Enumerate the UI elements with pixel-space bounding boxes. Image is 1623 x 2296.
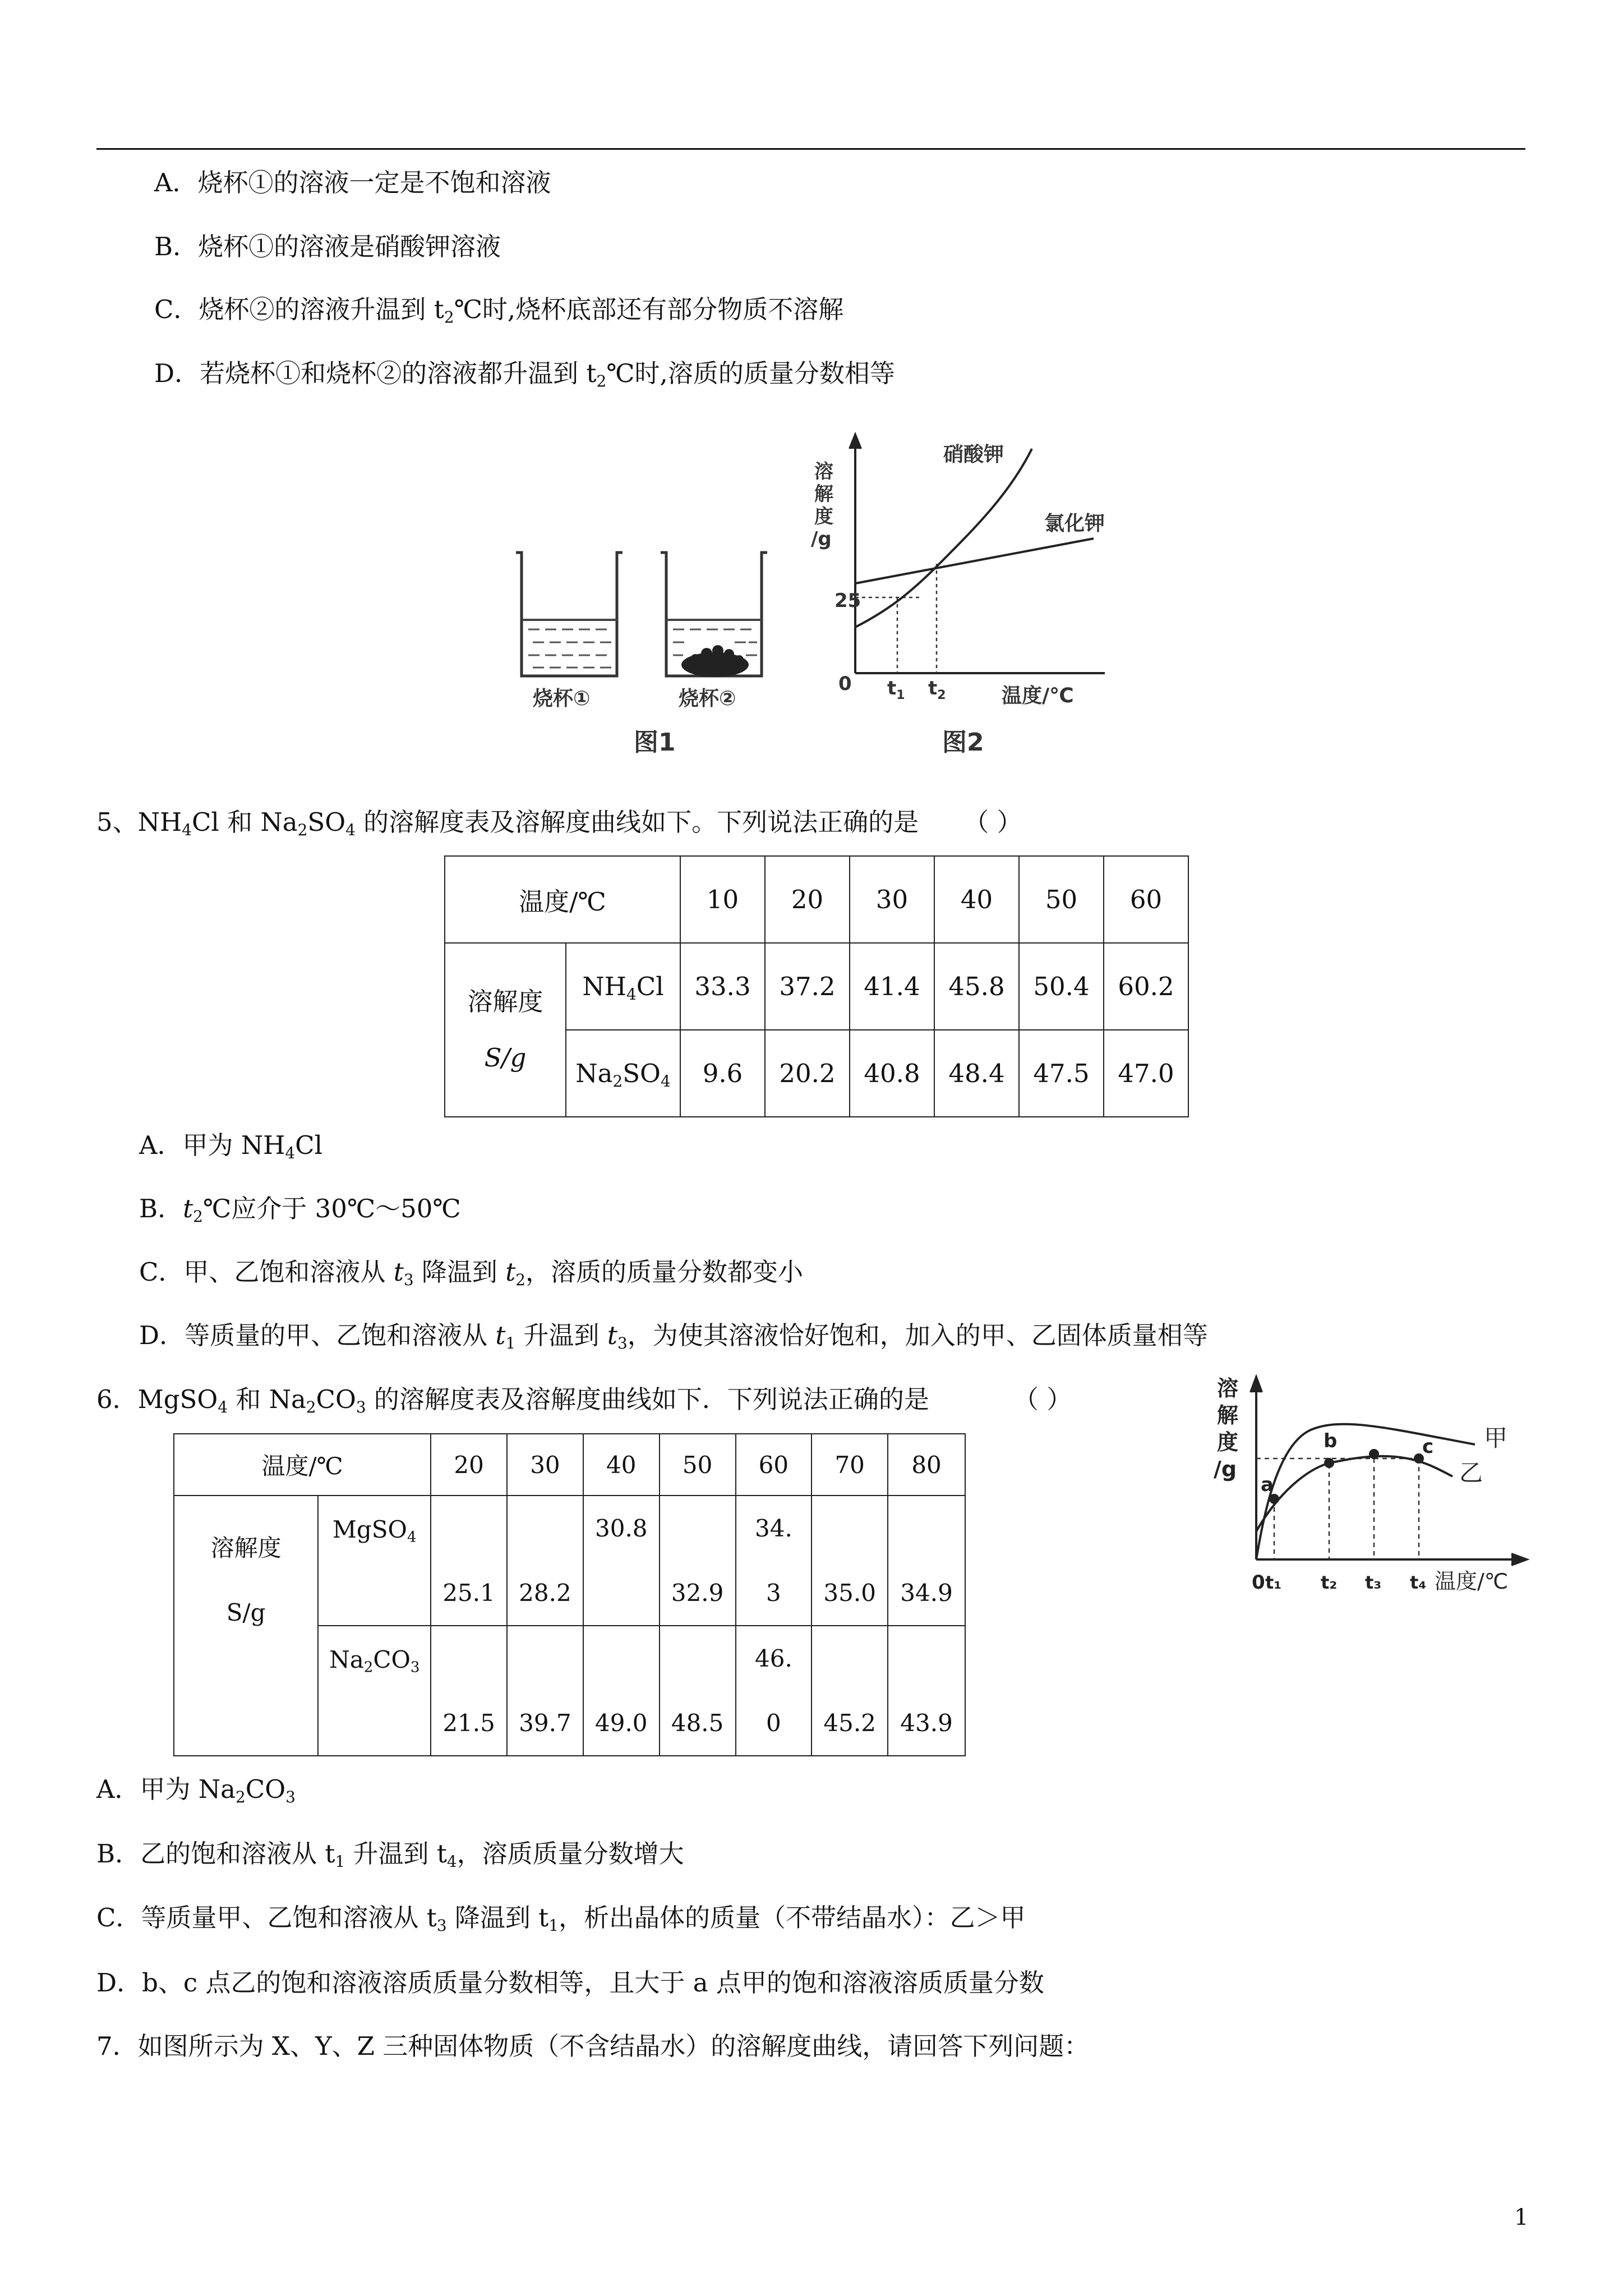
beaker-2	[661, 553, 767, 677]
fig2-t2: $t_2$	[928, 677, 946, 702]
q6-cell: 39.7	[507, 1626, 583, 1756]
q5-option-c: C．甲、乙饱和溶液从 $t_3$ 降温到 $t_2$，溶质的质量分数都变小	[139, 1257, 804, 1289]
fig2-axes	[850, 435, 1105, 673]
page-number: 1	[1514, 2205, 1529, 2230]
q5-stem: 5、$NH_4Cl$ 和 $Na_2SO_4$ 的溶解度表及溶解度曲线如下。下列说法正确的是 （ ）	[96, 807, 1022, 839]
q6-series-jia: 甲	[1484, 1424, 1508, 1452]
q4-option-b: B．烧杯①的溶液是硝酸钾溶液	[154, 232, 501, 261]
q5-cell: 47.5	[1019, 1030, 1104, 1117]
q5-table	[444, 855, 1189, 1117]
q5-cell: 47.0	[1104, 1030, 1188, 1117]
beaker-1	[516, 553, 623, 676]
q5-temp: 50	[1019, 856, 1104, 943]
q6-tick-t4: t₄	[1410, 1572, 1427, 1593]
fig2-curve-kno3	[855, 449, 1032, 627]
q5-substance-nh4cl: $NH_4Cl$	[566, 943, 680, 1030]
q5-option-a: A．甲为 $NH_4Cl$	[139, 1130, 322, 1162]
q5-nh4cl-row	[445, 943, 1188, 1030]
q5-cell: 37.2	[765, 943, 850, 1030]
fig2-tick-25: 25	[834, 590, 861, 612]
fig2-t1: $t_1$	[887, 677, 905, 702]
q5-cell: 48.4	[934, 1030, 1019, 1117]
q5-temp: 20	[765, 856, 850, 943]
fig1-caption: 图1	[634, 728, 676, 757]
fig2-ylabel-2: 解	[814, 483, 833, 505]
q6-substance-na2co3: $Na_2CO_3$	[318, 1626, 431, 1756]
q6-temp: 50	[660, 1434, 736, 1496]
fig2-ylabel-1: 溶	[814, 461, 833, 483]
q6-option-d: D．b、c 点乙的饱和溶液溶质质量分数相等，且大于 a 点甲的饱和溶液溶质质量分数	[96, 1968, 1044, 1998]
q6-stem: 6．MgSO$_4$ 和 $Na_2CO_3$ 的溶解度表及溶解度曲线如下．下列说法正确的是 （ ）	[96, 1384, 1072, 1416]
q6-point-a: a	[1261, 1474, 1274, 1496]
fig2-origin: 0	[838, 673, 852, 695]
q6-chart-ylabel-2: 解	[1217, 1403, 1239, 1428]
q6-cell: 34. 3	[736, 1496, 812, 1626]
q5-option-b: B．$t_2℃$应介于 30℃～50℃	[139, 1194, 461, 1226]
q5-cell: 60.2	[1104, 943, 1188, 1030]
q6-header-row	[174, 1434, 965, 1496]
q6-series-yi: 乙	[1459, 1459, 1483, 1487]
q5-row-label: 溶解度 S/g	[445, 943, 566, 1117]
q5-header-row	[445, 856, 1188, 943]
undissolved-solid	[681, 645, 749, 677]
q6-cell: 34.9	[888, 1496, 965, 1626]
q6-temp: 80	[888, 1434, 965, 1496]
q5-temp: 30	[850, 856, 934, 943]
fig2-curve-kcl	[855, 539, 1094, 583]
q6-substance-mgso4: MgSO$_4$	[318, 1496, 431, 1626]
figure-1-2	[494, 426, 1110, 763]
q5-substance-na2so4: $Na_2SO_4$	[566, 1030, 680, 1117]
q4-option-c: C．烧杯②的溶液升温到 $t_2℃$时,烧杯底部还有部分物质不溶解	[154, 295, 844, 326]
beaker-2-label: 烧杯②	[679, 687, 736, 710]
q5-cell: 9.6	[680, 1030, 765, 1117]
q6-point-b: b	[1324, 1430, 1338, 1452]
q6-temp: 30	[507, 1434, 583, 1496]
q5-option-d: D．等质量的甲、乙饱和溶液从 $t_1$ 升温到 $t_3$，为使其溶液恰好饱和，加入的甲、乙固体质量相等	[139, 1320, 1208, 1352]
fig2-ylabel-4: /g	[811, 528, 832, 550]
q6-cell: 43.9	[888, 1626, 965, 1756]
q6-temp: 60	[736, 1434, 812, 1496]
q6-curve-yi	[1256, 1456, 1453, 1531]
q6-chart-ylabel-3: 度	[1217, 1430, 1239, 1455]
q6-option-c: C．等质量甲、乙饱和溶液从 $t_3$ 降温到 $t_1$，析出晶体的质量（不带结晶水）：乙＞甲	[96, 1903, 1026, 1935]
q6-tick-t2: t₂	[1321, 1572, 1338, 1593]
q6-cell: 32.9	[660, 1496, 736, 1626]
q7-stem: 7．如图所示为 X、Y、Z 三种固体物质（不含结晶水）的溶解度曲线，请回答下列问题：	[96, 2031, 1090, 2061]
q6-table	[173, 1433, 966, 1756]
q6-cell: 35.0	[811, 1496, 888, 1626]
q5-temp: 10	[680, 856, 765, 943]
q6-chart-xlabel: 温度/℃	[1435, 1569, 1509, 1594]
q6-header-label: 温度/℃	[174, 1434, 431, 1496]
q6-option-b: B．乙的饱和溶液从 $t_1$ 升温到 $t_4$，溶质质量分数增大	[96, 1839, 684, 1871]
header-rule	[96, 148, 1525, 150]
q6-cell: 25.1	[431, 1496, 507, 1626]
beaker-1-label: 烧杯①	[533, 687, 591, 710]
q6-mgso4-row	[174, 1496, 965, 1626]
q6-point-c: c	[1422, 1435, 1434, 1458]
q6-cell: 46. 0	[736, 1626, 812, 1756]
q6-temp: 20	[431, 1434, 507, 1496]
q6-option-a: A．甲为 $Na_2CO_3$	[96, 1774, 296, 1806]
q5-cell: 33.3	[680, 943, 765, 1030]
fig2-ylabel-3: 度	[814, 505, 833, 528]
q6-cell: 49.0	[583, 1626, 660, 1756]
fig2-series-kcl: 氯化钾	[1044, 512, 1105, 535]
q6-solubility-chart	[1211, 1369, 1537, 1627]
q4-option-d: D．若烧杯①和烧杯②的溶液都升温到 $t_2℃$时,溶质的质量分数相等	[154, 358, 895, 390]
q5-cell: 41.4	[850, 943, 934, 1030]
q5-cell: 20.2	[765, 1030, 850, 1117]
q6-tick-t3: t₃	[1365, 1572, 1382, 1593]
q6-curve-jia	[1256, 1424, 1475, 1559]
q5-cell: 50.4	[1019, 943, 1104, 1030]
q5-header-label: 温度/℃	[445, 856, 680, 943]
q6-cell: 30.8	[583, 1496, 660, 1626]
q6-cell: 21.5	[431, 1626, 507, 1756]
q6-chart-ylabel-1: 溶	[1217, 1376, 1239, 1401]
q6-cell: 48.5	[660, 1626, 736, 1756]
q6-temp: 70	[811, 1434, 888, 1496]
q5-cell: 40.8	[850, 1030, 934, 1117]
q6-row-label: 溶解度 S/g	[174, 1496, 318, 1756]
q6-tick-t1: t₁	[1265, 1572, 1282, 1593]
q6-chart-axes	[1251, 1377, 1527, 1565]
q6-temp: 40	[583, 1434, 660, 1496]
fig2-caption: 图2	[942, 728, 984, 757]
q5-cell: 45.8	[934, 943, 1019, 1030]
q6-chart-ylabel-4: /g	[1214, 1457, 1237, 1481]
q6-origin: 0	[1252, 1571, 1265, 1594]
q5-temp: 40	[934, 856, 1019, 943]
q5-temp: 60	[1104, 856, 1188, 943]
fig2-series-kno3: 硝酸钾	[943, 443, 1004, 466]
q6-cell: 45.2	[811, 1626, 888, 1756]
fig2-xlabel: 温度/℃	[1002, 684, 1074, 707]
q4-option-a: A．烧杯①的溶液一定是不饱和溶液	[154, 168, 551, 197]
q6-cell: 28.2	[507, 1496, 583, 1626]
